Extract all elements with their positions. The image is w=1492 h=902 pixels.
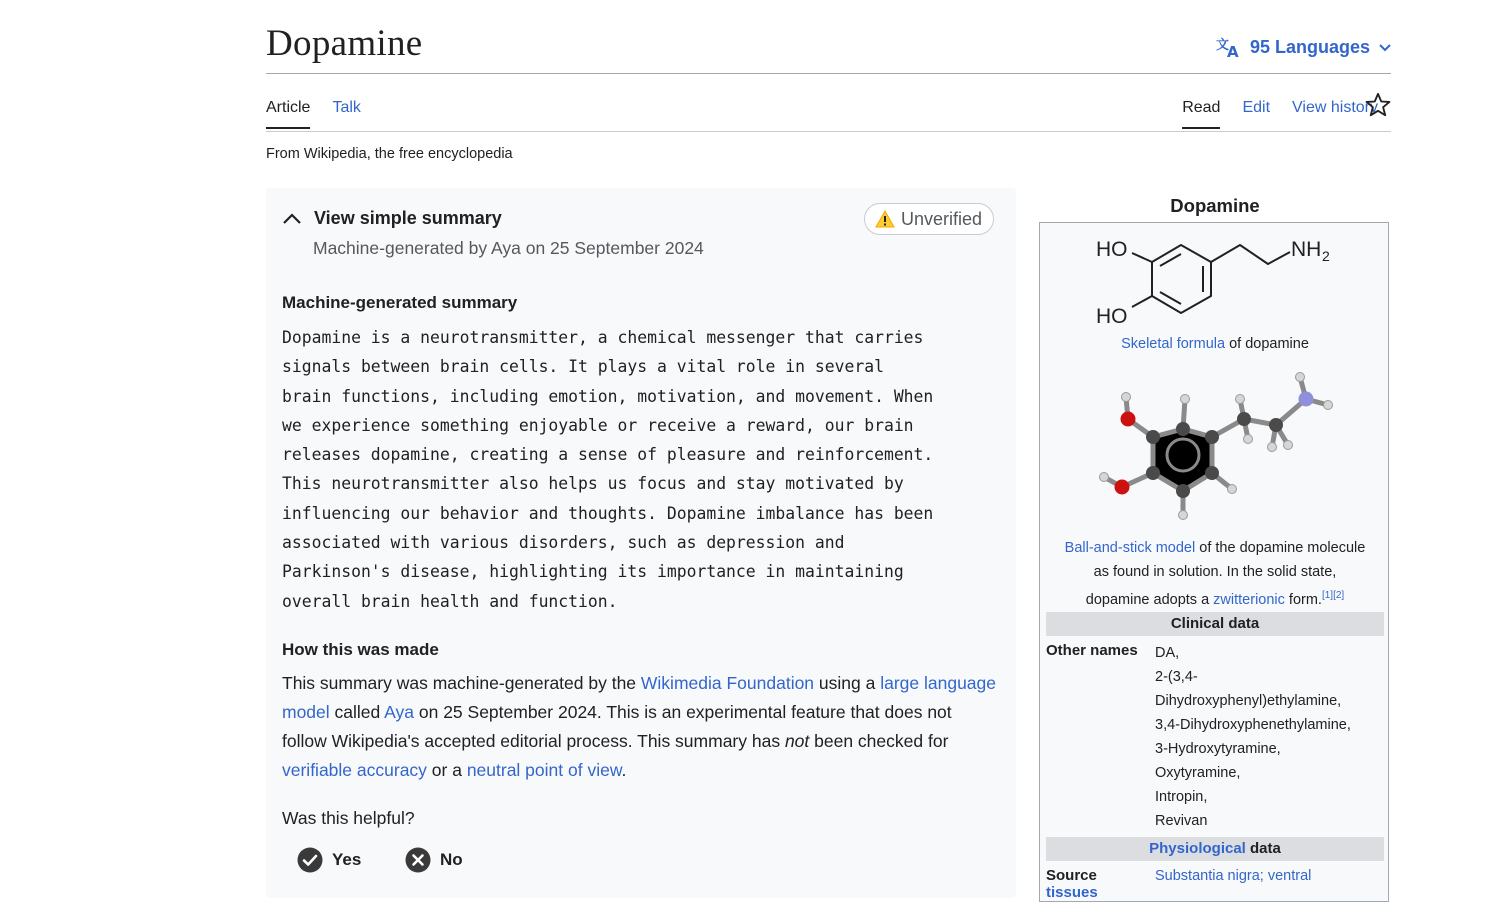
how-text-2: using a [814,673,881,693]
source-label-line1: Source [1046,867,1097,884]
how-text-3: called [329,702,385,722]
summary-line: This neurotransmitter also helps us focus and stay motivated by [282,474,904,494]
how-text-1: This summary was machine-generated by the [282,673,641,693]
chevron-down-icon [1378,40,1392,54]
ball-stick-caption-text1: of the dopamine molecule [1195,540,1366,556]
ball-stick-caption-line3 [1040,584,1390,612]
chevron-up-icon [282,212,302,226]
skeletal-formula-image[interactable] [1040,223,1390,335]
other-name: 3,4-Dihydroxyphenethylamine, [1155,717,1351,733]
tab-talk[interactable]: Talk [332,99,361,116]
source-tissues-label [1046,867,1098,901]
yes-label: Yes [332,850,362,869]
how-text-5: been checked for [809,731,949,751]
ball-stick-caption-text4: form. [1284,592,1322,608]
warning-icon [875,210,895,228]
physiological-link[interactable]: Physiological [1149,840,1246,857]
unverified-label: Unverified [901,208,983,229]
verifiable-accuracy-link[interactable]: verifiable accuracy [282,760,427,780]
tab-read[interactable]: Read [1182,99,1220,129]
summary-line: releases dopamine, creating a sense of pleasure and reinforcement. [282,445,934,465]
aya-link[interactable]: Aya [384,702,414,722]
helpful-question: Was this helpful? [282,808,415,828]
skeletal-caption [1040,332,1390,356]
how-made-text [282,669,998,785]
tab-view-history[interactable]: View history [1292,99,1378,116]
no-label: No [440,850,463,869]
ball-and-stick-model-link[interactable]: Ball-and-stick model [1064,540,1196,556]
physiological-data-heading [1046,837,1384,861]
ho-top-label: HO [1096,238,1128,261]
tab-article[interactable]: Article [266,99,310,129]
tab-edit[interactable]: Edit [1242,99,1271,116]
other-name: Dihydroxyphenyl)ethylamine, [1155,693,1342,709]
summary-line: Parkinson's disease, highlighting its importance in maintaining [282,562,904,582]
tabs-divider [266,131,1391,132]
summary-line: Dopamine is a neurotransmitter, a chemical messenger that carries [282,328,924,347]
skeletal-formula-link[interactable]: Skeletal formula [1121,336,1226,352]
neutral-point-of-view-link[interactable]: neutral point of view [466,760,622,780]
other-name: 2-(3,4- [1155,669,1198,685]
reference-links[interactable]: [1][2] [1321,590,1345,601]
simple-summary-panel [266,188,1016,898]
translate-icon [1216,36,1242,58]
no-button[interactable] [405,847,463,873]
other-name: Intropin, [1155,789,1208,805]
how-text-4: on 25 September 2024. This is an experimental feature that does not follow Wikipedia's accepted editorial process. This summary has [282,702,952,751]
view-tabs [1182,99,1378,129]
how-text-6: or a [426,760,467,780]
ball-stick-caption-text3: dopamine adopts a [1085,592,1214,608]
infobox [1039,222,1389,902]
source-tissues-value[interactable]: Substantia nigra; ventral [1155,868,1312,884]
large-language-model-link[interactable]: large language model [282,673,996,722]
summary-toggle-label: View simple summary [314,208,502,228]
other-name: 3-Hydroxytyramine, [1155,741,1281,757]
wikimedia-foundation-link[interactable]: Wikimedia Foundation [640,673,815,693]
close-circle-icon [405,847,431,873]
yes-button[interactable] [297,847,361,873]
ho-bottom-label: HO [1096,305,1128,328]
physiological-heading-text: data [1245,840,1281,857]
summary-line: overall brain health and function. [282,591,618,611]
languages-button[interactable] [1216,36,1392,58]
check-circle-icon [297,847,323,873]
clinical-data-heading: Clinical data [1046,612,1384,636]
nh2-label: NH [1291,238,1322,261]
skeletal-caption-text: of dopamine [1225,336,1309,352]
ball-stick-caption-line2: as found in solution. In the solid state, [1093,564,1337,580]
tagline: From Wikipedia, the free encyclopedia [266,146,513,162]
summary-subtitle: Machine-generated by Aya on 25 September 2024 [313,238,704,258]
summary-line: associated with various disorders, such as depression and [282,533,845,553]
svg-text:A: A [1226,43,1239,58]
machine-summary-heading: Machine-generated summary [282,293,518,312]
summary-line: influencing our behavior and thoughts. Dopamine imbalance has been [282,503,934,523]
summary-line: we experience something enjoyable or receive a reward, our brain [282,415,914,435]
other-names-list [1155,641,1351,833]
page-title: Dopamine [266,23,423,64]
title-divider [266,73,1391,74]
summary-toggle[interactable] [282,208,502,229]
other-name: Oxytyramine, [1155,765,1241,781]
other-name: Revivan [1155,813,1208,829]
ball-stick-caption-line1 [1040,536,1390,560]
ball-and-stick-image[interactable] [1040,363,1390,523]
other-name: DA, [1155,645,1180,661]
source-label-line2[interactable]: tissues [1046,884,1098,901]
how-made-heading: How this was made [282,640,439,659]
ball-stick-caption [1040,536,1390,612]
how-text-7: . [621,760,627,780]
summary-line: brain functions, including emotion, motivation, and movement. When [282,386,934,406]
other-names-label: Other names [1046,642,1138,659]
namespace-tabs [266,99,361,129]
how-text-emphasis: not [784,731,810,751]
unverified-badge [864,203,994,235]
nh2-subscript: 2 [1322,248,1330,264]
summary-line: signals between brain cells. It plays a vital role in several [282,357,884,377]
zwitterionic-link[interactable]: zwitterionic [1213,592,1285,608]
languages-label: 95 Languages [1249,36,1370,57]
machine-summary-text [282,323,1007,616]
svg-text:文: 文 [1215,38,1229,53]
star-icon[interactable] [1364,91,1392,119]
infobox-title: Dopamine [1170,195,1260,216]
